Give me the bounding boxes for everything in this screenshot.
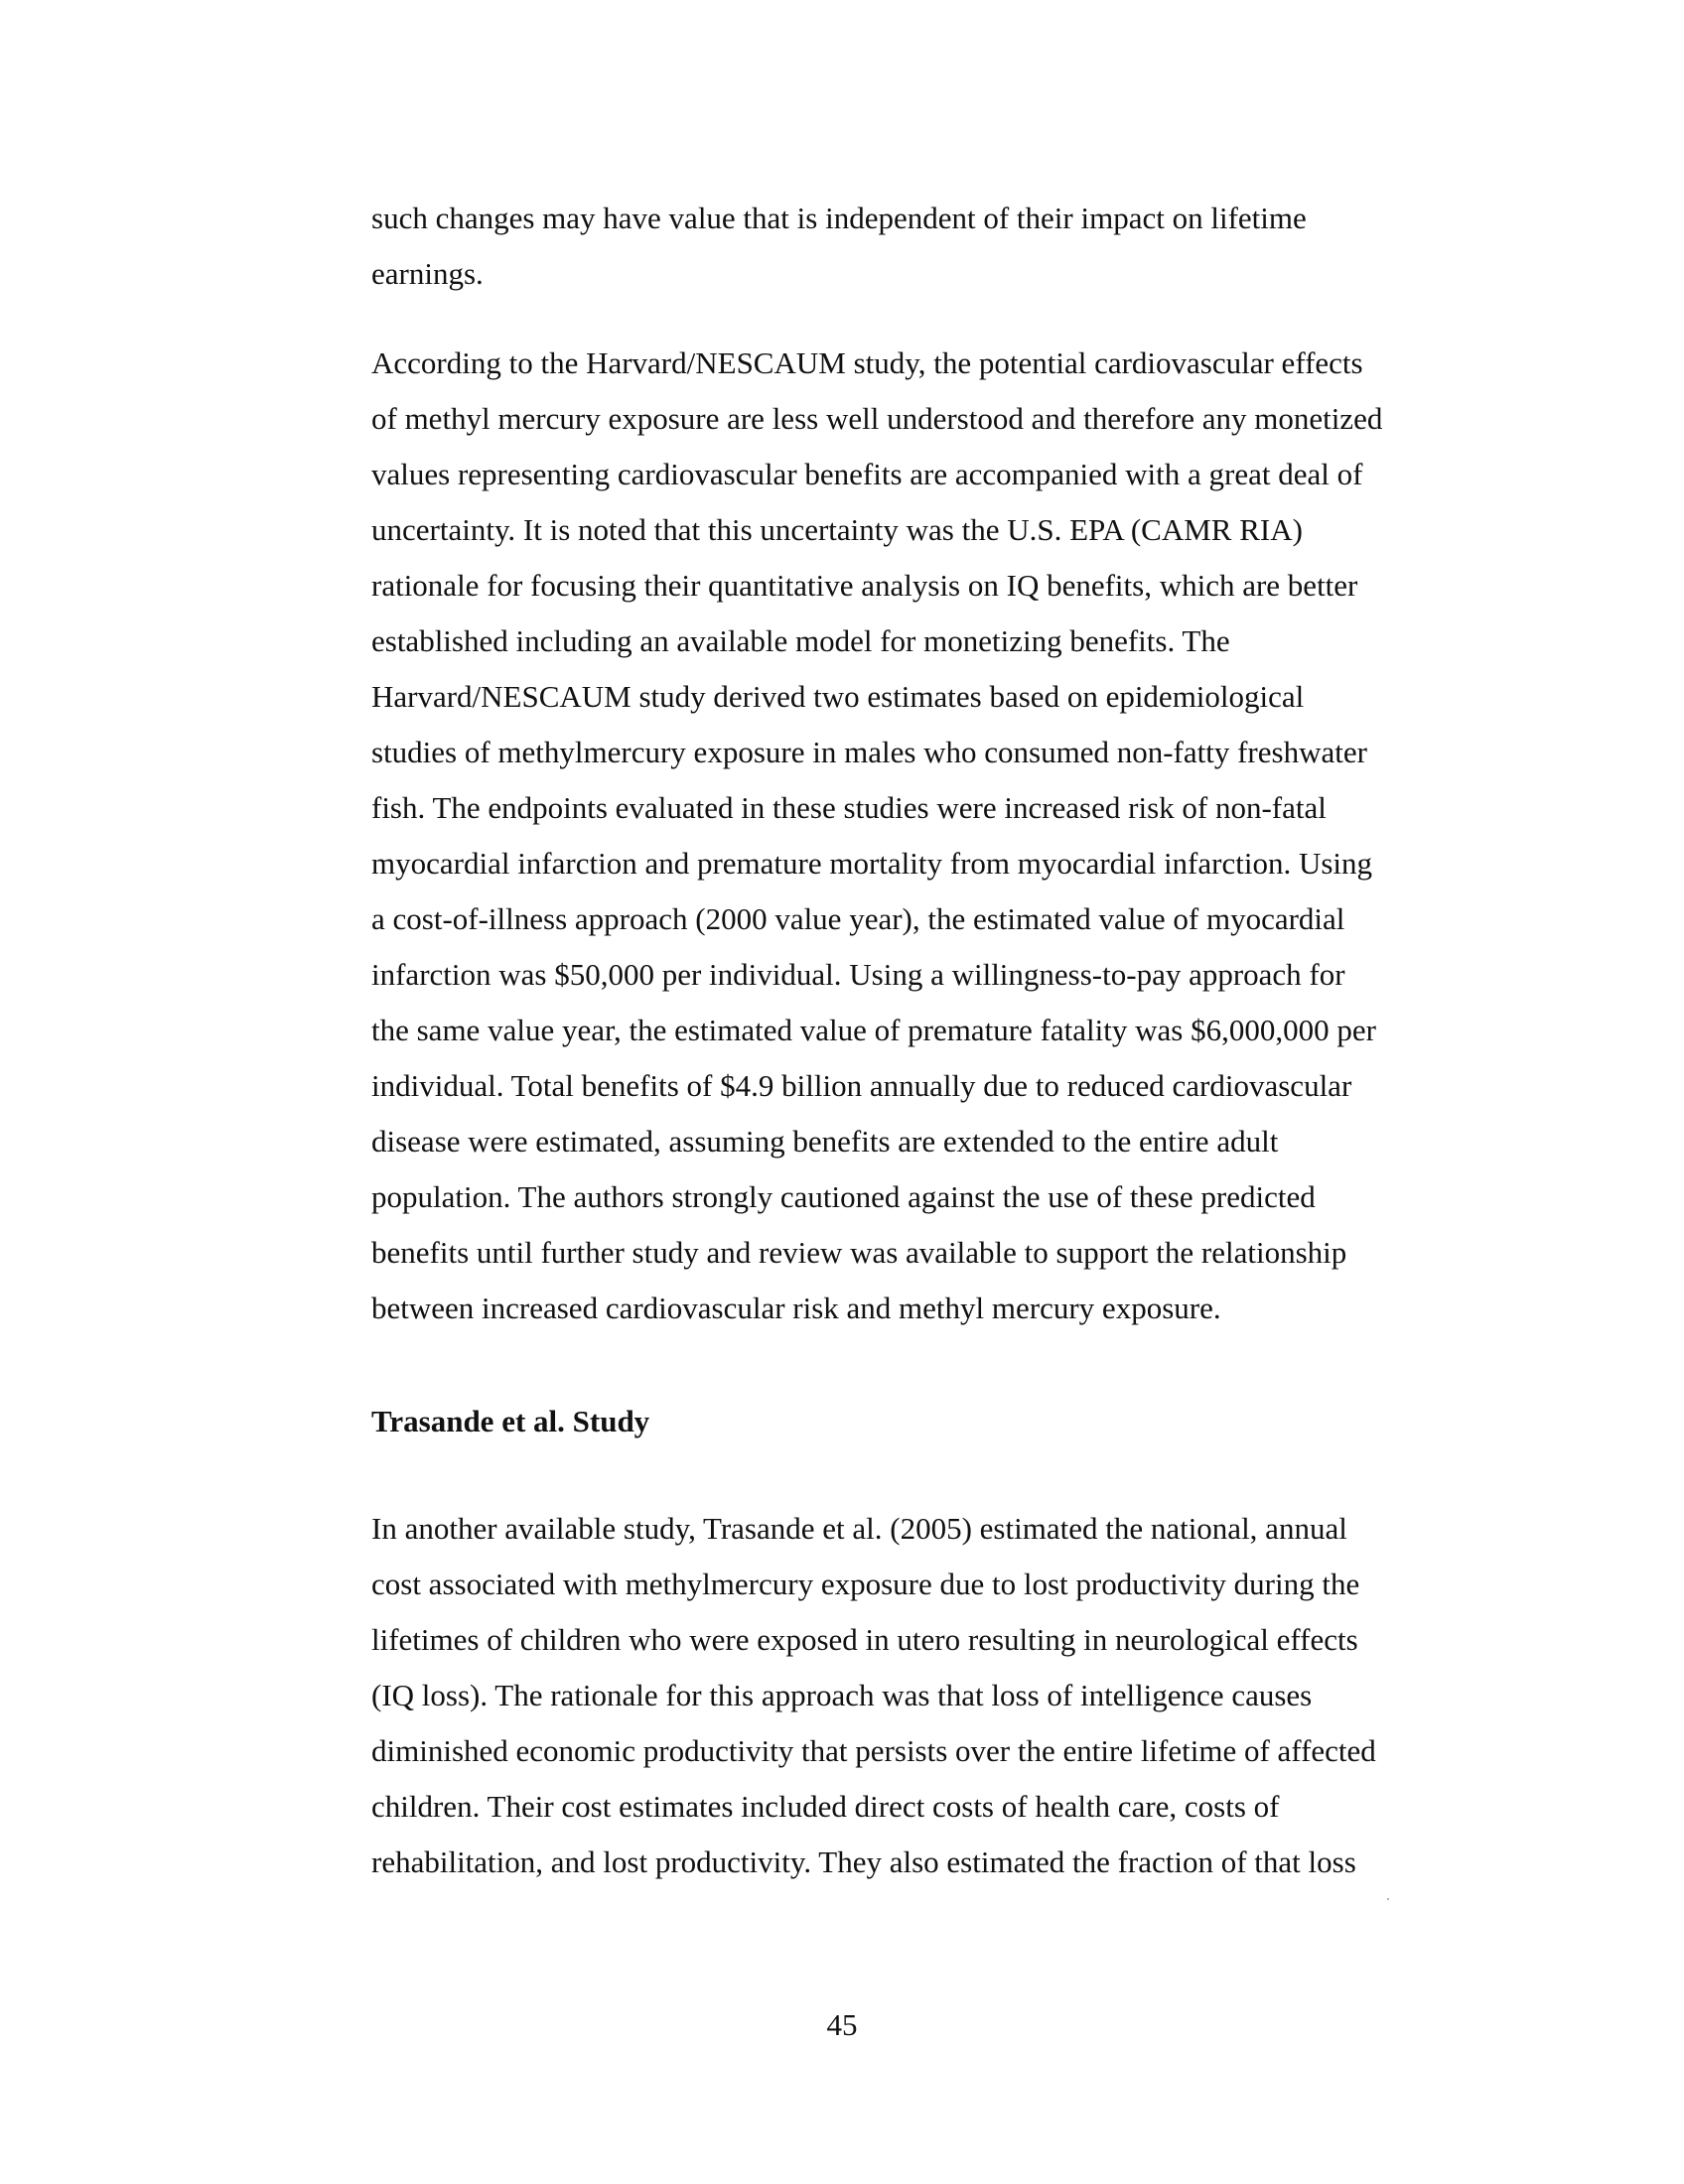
- text-line: individual. Total benefits of $4.9 billion annually due to reduced cardiovascular: [371, 1068, 1352, 1103]
- page-number: 45: [826, 2007, 858, 2042]
- text-line: the same value year, the estimated value of premature fatality was $6,000,000 per: [371, 1013, 1376, 1047]
- text-line: values representing cardiovascular benefits are accompanied with a great deal of: [371, 457, 1363, 491]
- text-line: infarction was $50,000 per individual. Using a willingness-to-pay approach for: [371, 957, 1345, 992]
- paragraph-harvard-nescaum: [371, 336, 1444, 1336]
- text-line: rationale for focusing their quantitative analysis on IQ benefits, which are better: [371, 568, 1358, 603]
- text-line: lifetimes of children who were exposed in utero resulting in neurological effects: [371, 1622, 1358, 1657]
- text-line: uncertainty. It is noted that this uncertainty was the U.S. EPA (CAMR RIA): [371, 512, 1303, 547]
- text-line: diminished economic productivity that persists over the entire lifetime of affected: [371, 1733, 1376, 1768]
- text-line: of methyl mercury exposure are less well understood and therefore any monetized: [371, 401, 1383, 436]
- text-line: According to the Harvard/NESCAUM study, the potential cardiovascular effects: [371, 345, 1363, 380]
- text-line: Harvard/NESCAUM study derived two estimates based on epidemiological: [371, 679, 1305, 714]
- text-line: cost associated with methylmercury exposure due to lost productivity during the: [371, 1567, 1360, 1601]
- text-line: between increased cardiovascular risk and methyl mercury exposure.: [371, 1291, 1221, 1325]
- text-line: fish. The endpoints evaluated in these studies were increased risk of non-fatal: [371, 790, 1327, 825]
- paragraph-continuation: [371, 191, 1444, 302]
- text-line: benefits until further study and review was available to support the relationship: [371, 1235, 1347, 1270]
- text-line: population. The authors strongly cautioned against the use of these predicted: [371, 1179, 1316, 1214]
- text-line: children. Their cost estimates included direct costs of health care, costs of: [371, 1789, 1280, 1824]
- text-line: a cost-of-illness approach (2000 value year), the estimated value of myocardial: [371, 901, 1345, 936]
- text-line: earnings.: [371, 256, 484, 291]
- text-line: (IQ loss). The rationale for this approach was that loss of intelligence causes: [371, 1678, 1313, 1712]
- text-line: disease were estimated, assuming benefits are extended to the entire adult: [371, 1124, 1279, 1159]
- section-heading: Trasande et al. Study: [371, 1404, 650, 1438]
- text-line: such changes may have value that is independent of their impact on lifetime: [371, 201, 1307, 235]
- text-line: studies of methylmercury exposure in males who consumed non-fatty freshwater: [371, 735, 1367, 769]
- text-line: In another available study, Trasande et al. (2005) estimated the national, annual: [371, 1511, 1347, 1546]
- scan-speck: [1387, 1898, 1389, 1900]
- text-line: rehabilitation, and lost productivity. They also estimated the fraction of that loss: [371, 1844, 1356, 1879]
- text-line: myocardial infarction and premature mortality from myocardial infarction. Using: [371, 846, 1373, 881]
- text-line: established including an available model for monetizing benefits. The: [371, 623, 1230, 658]
- paragraph-trasande-study: [371, 1501, 1444, 1890]
